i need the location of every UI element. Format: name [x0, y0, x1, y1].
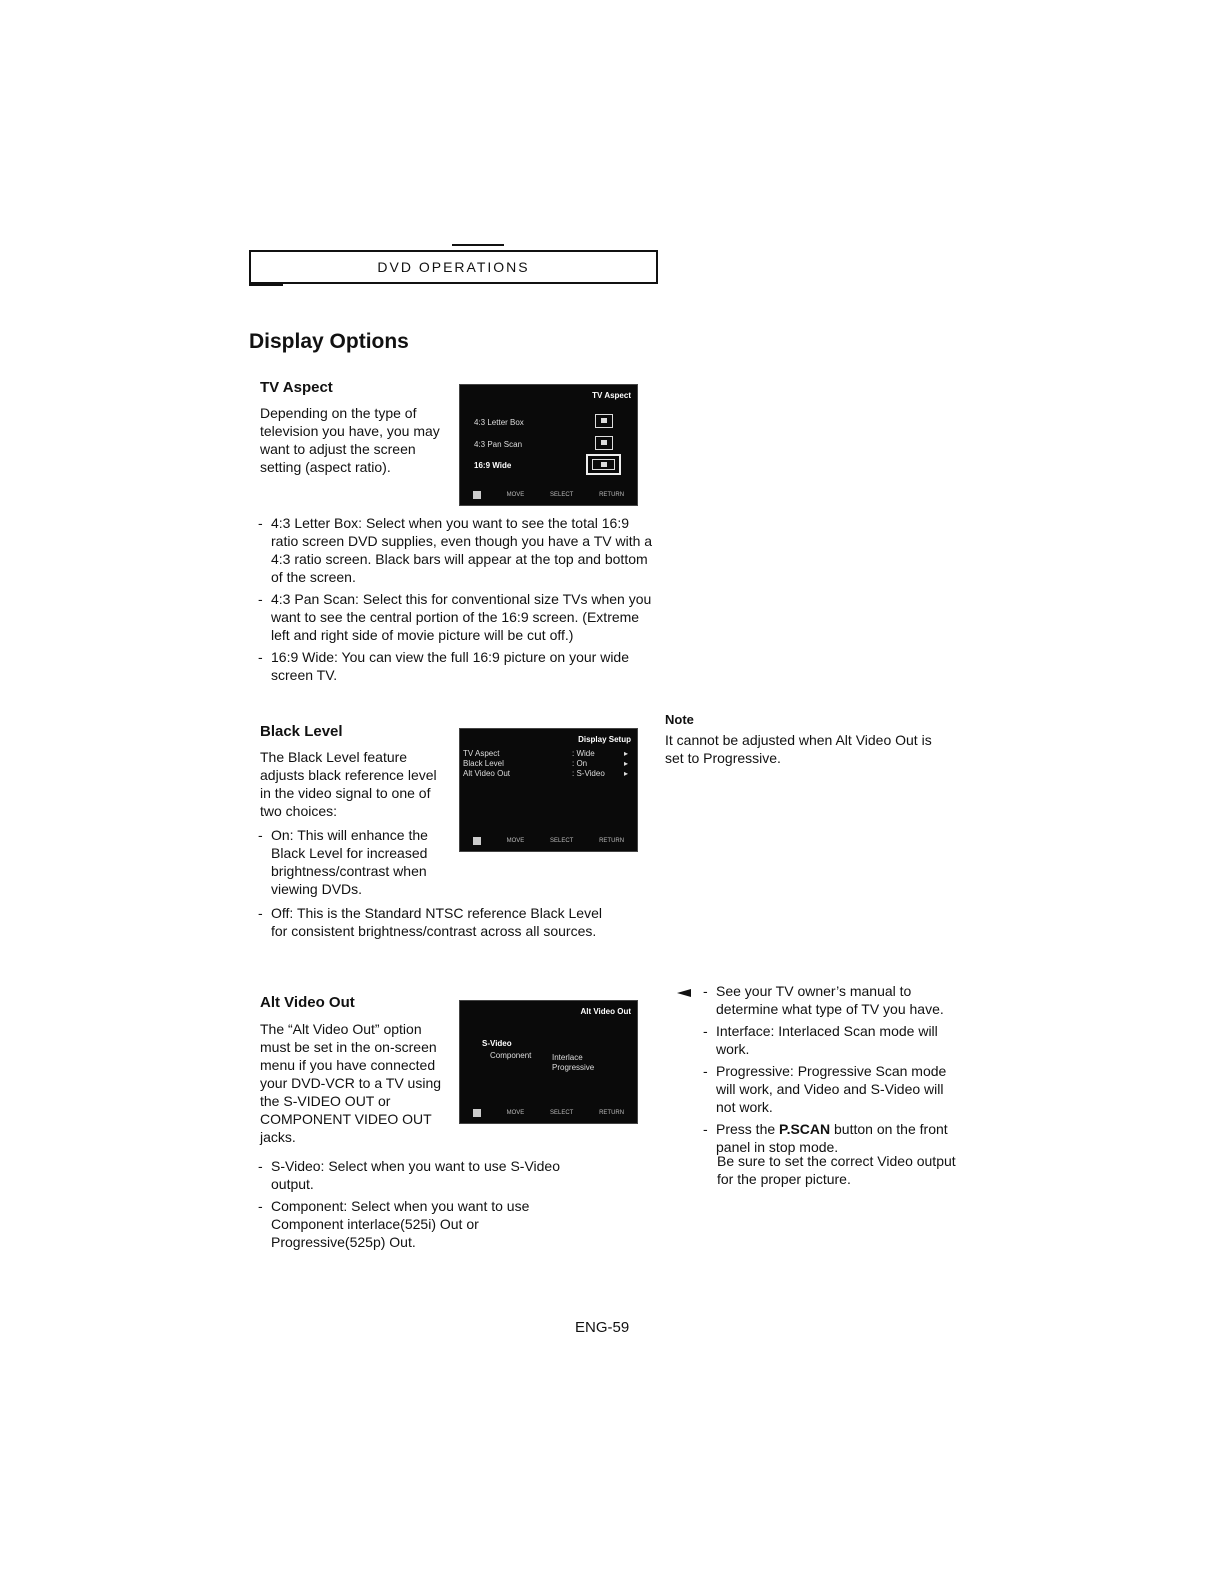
note-title: Note	[665, 712, 694, 727]
header-rule-top	[452, 244, 504, 246]
remote-icon	[473, 1109, 481, 1117]
display-setup-screen-title: Display Setup	[578, 735, 631, 744]
page-number: ENG-59	[575, 1319, 630, 1336]
tv-aspect-intro: Depending on the type of television you have, you may want to adjust the screen setting (aspect ratio).	[260, 405, 440, 475]
display-setup-screen	[459, 728, 638, 852]
setup-row-value: : Wide	[572, 749, 595, 758]
footer-move: MOVE	[506, 1110, 525, 1116]
footer-select: SELECT	[550, 838, 574, 844]
side-notes-list	[703, 982, 958, 1160]
footer-select: SELECT	[550, 1110, 574, 1116]
list-item: - Press the P.SCAN button on the front panel in stop mode.	[703, 1120, 958, 1156]
list-item: - Progressive: Progressive Scan mode will work, and Video and S-Video will not work.	[703, 1062, 958, 1116]
alt-video-out-bullets	[258, 1157, 588, 1255]
setup-row-value: : On	[572, 759, 588, 768]
chevron-right-icon: ▸	[624, 769, 629, 778]
list-item: - 4:3 Pan Scan: Select this for conventional size TVs when you want to see the central portion of the 16:9 screen. (Extreme left and right side of movie picture will be cut off.)	[258, 590, 658, 644]
tv-aspect-screen-footer	[460, 489, 637, 501]
panscan-aspect-icon	[595, 436, 613, 450]
note-arrow-icon	[677, 984, 691, 1002]
section-header-label: DVD OPERATIONS	[377, 259, 530, 275]
section-header	[249, 250, 658, 284]
black-level-intro: The Black Level feature adjusts black reference level in the video signal to one of two choices:	[260, 749, 437, 819]
chevron-right-icon: ▸	[624, 759, 629, 768]
screen-option-wide: 16:9 Wide	[474, 461, 512, 470]
screen-option-letterbox: 4:3 Letter Box	[474, 418, 524, 427]
black-level-title: Black Level	[260, 723, 343, 740]
footer-return: RETURN	[599, 838, 625, 844]
footer-select: SELECT	[550, 492, 574, 498]
footer-return: RETURN	[599, 492, 625, 498]
header-rule-bottom	[249, 284, 283, 286]
tv-aspect-title: TV Aspect	[260, 379, 333, 396]
alt-video-out-intro: The “Alt Video Out” option must be set in the on-screen menu if you have connected your DVD-VCR to a TV using the S-VIDEO OUT or COMPONENT VIDEO OUT jacks.	[260, 1021, 442, 1145]
note-text: It cannot be adjusted when Alt Video Out is set to Progressive.	[665, 732, 932, 766]
footer-move: MOVE	[506, 838, 525, 844]
screen-option-panscan: 4:3 Pan Scan	[474, 440, 523, 449]
chevron-right-icon: ▸	[624, 749, 629, 758]
list-item: - Interface: Interlaced Scan mode will work.	[703, 1022, 958, 1058]
wide-aspect-icon	[592, 459, 615, 470]
tv-aspect-bullets	[258, 514, 658, 688]
alt-video-out-screen-title: Alt Video Out	[580, 1007, 631, 1016]
alt-video-out-title: Alt Video Out	[260, 994, 355, 1011]
list-item: - See your TV owner’s manual to determine what type of TV you have.	[703, 982, 958, 1018]
alt-video-out-screen	[459, 1000, 638, 1124]
list-item: - 4:3 Letter Box: Select when you want to see the total 16:9 ratio screen DVD supplies, even though you have a TV with a 4:3 ratio screen. Black bars will appear at the top and bottom of the screen.	[258, 514, 658, 586]
wide-selection-box	[586, 454, 621, 475]
black-level-on-list	[258, 826, 443, 902]
list-item: - 16:9 Wide: You can view the full 16:9 picture on your wide screen TV.	[258, 648, 658, 684]
footer-return: RETURN	[599, 1110, 625, 1116]
alt-video-out-screen-footer	[460, 1107, 637, 1119]
pscan-button-name: P.SCAN	[779, 1121, 831, 1137]
letterbox-aspect-icon	[595, 414, 613, 428]
alt-suboption-progressive: Progressive	[552, 1063, 595, 1072]
remote-icon	[473, 837, 481, 845]
list-item: - Component: Select when you want to use Component interlace(525i) Out or Progressive(525p) Out.	[258, 1197, 588, 1251]
tv-aspect-screen	[459, 384, 638, 506]
display-setup-screen-footer	[460, 835, 637, 847]
alt-option-component: Component	[490, 1051, 532, 1060]
setup-row-label: Alt Video Out	[463, 769, 510, 778]
remote-icon	[473, 491, 481, 499]
alt-suboption-interlace: Interlace	[552, 1053, 583, 1062]
list-item: - S-Video: Select when you want to use S-Video output.	[258, 1157, 588, 1193]
footer-move: MOVE	[506, 492, 525, 498]
list-item: - On: This will enhance the Black Level for increased brightness/contrast when viewing DVDs.	[258, 826, 443, 898]
page-title: Display Options	[249, 330, 409, 353]
side-note-extra: Be sure to set the correct Video output for the proper picture.	[717, 1153, 956, 1187]
setup-row-label: Black Level	[463, 759, 504, 768]
setup-row-value: : S-Video	[572, 769, 605, 778]
black-level-off-list	[258, 904, 618, 944]
setup-row-label: TV Aspect	[463, 749, 500, 758]
tv-aspect-screen-title: TV Aspect	[592, 391, 631, 400]
list-item: - Off: This is the Standard NTSC reference Black Level for consistent brightness/contrast across all sources.	[258, 904, 618, 940]
alt-option-svideo: S-Video	[482, 1039, 512, 1048]
